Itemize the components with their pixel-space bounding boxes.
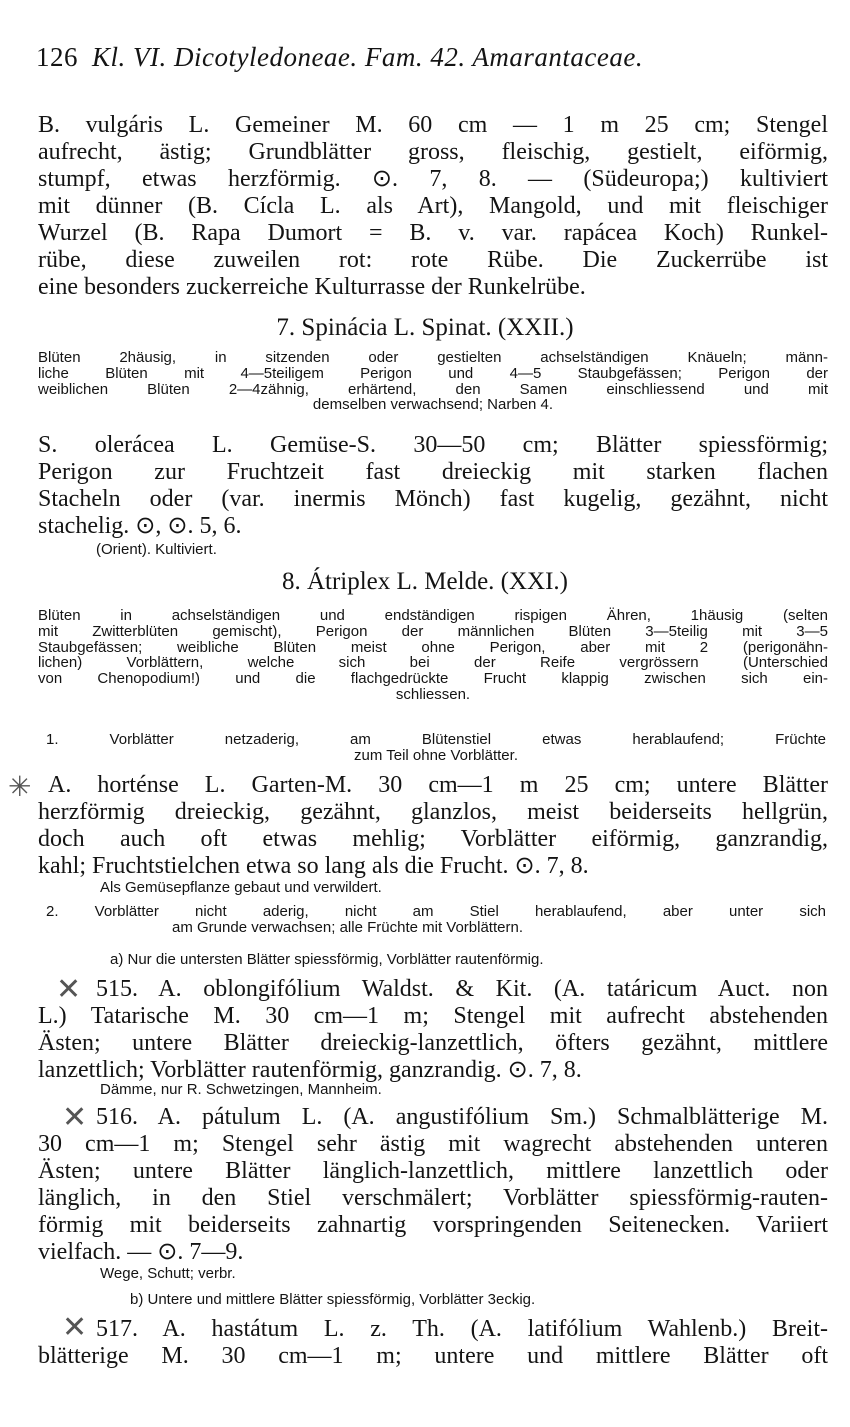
key-2b: b) Untere und mittlere Blätter spiessförmig, Vorblätter 3eckig. <box>130 1291 536 1308</box>
atriplex-description <box>38 608 828 703</box>
text-line: mit Zwitterblüten gemischt), Perigon der männlichen Blüten 3—5teilig mit 3—5 <box>38 622 828 640</box>
text-line: 1. Vorblätter netzaderig, am Blütenstiel etwas herablaufend; Früchte <box>46 731 826 748</box>
text-line: Ästen; untere Blätter länglich-lanzettlich, mittlere lanzettlich oder <box>38 1158 828 1184</box>
text-line: Blüten in achselständigen und endständigen rispigen Ähren, 1häusig (selten <box>38 607 828 624</box>
patulum-distribution: Wege, Schutt; verbr. <box>100 1265 236 1282</box>
text-line: 515. A. oblongifólium Waldst. & Kit. (A. tatáricum Auct. non <box>96 976 828 1002</box>
atriplex-hortense-entry <box>48 772 828 799</box>
text-line: Wurzel (B. Rapa Dumort = B. v. var. rapácea Koch) Runkel- <box>38 220 828 246</box>
text-line: schliessen. <box>395 685 471 703</box>
atriplex-hastatum-entry <box>96 1316 828 1343</box>
text-line: Perigon zur Fruchtzeit fast dreieckig mit starken flachen <box>38 459 828 485</box>
atriplex-oblongifolium-entry <box>96 976 828 1003</box>
text-line: weiblichen Blüten 2—4zähnig, erhärtend, den Samen einschliessend und mit <box>38 380 828 398</box>
genus-heading-atriplex: 8. Átriplex L. Melde. (XXI.) <box>281 568 569 595</box>
text-line: von Chenopodium!) und die flachgedrückte Frucht klappig zwischen sich ein- <box>38 670 828 688</box>
text-line: eine besonders zuckerreiche Kulturrasse der Runkelrübe. <box>38 274 586 300</box>
text-line: L.) Tatarische M. 30 cm—1 m; Stengel mit aufrecht abstehenden <box>38 1003 828 1029</box>
text-line: A. horténse L. Garten-M. 30 cm—1 m 25 cm; untere Blätter <box>48 772 828 798</box>
key-1 <box>46 732 826 764</box>
atriplex-hortense-entry-cont <box>38 799 828 880</box>
text-line: lichen) Vorblättern, welche sich bei der Reife vergrössern (Unterschied <box>38 654 828 672</box>
page-header <box>36 42 643 73</box>
text-line: mit dünner (B. Cícla L. als Art), Mangold, und mit fleischiger <box>38 193 828 219</box>
atriplex-patulum-entry <box>96 1104 828 1131</box>
text-line: länglich, in den Stiel verschmälert; Vorblätter spiessförmig-rauten- <box>38 1185 828 1211</box>
spinacia-oleracea-entry <box>38 432 828 540</box>
pencil-star-mark: ✳ <box>8 770 32 803</box>
text-line: S. olerácea L. Gemüse-S. 30—50 cm; Blätter spiessförmig; <box>38 432 828 458</box>
text-line: herzförmig dreieckig, gezähnt, glanzlos, meist beiderseits hellgrün, <box>38 799 828 825</box>
text-line: 30 cm—1 m; Stengel sehr ästig mit wagrecht abstehenden unteren <box>38 1131 828 1157</box>
text-line: B. vulgáris L. Gemeiner M. 60 cm — 1 m 25 cm; Stengel <box>38 112 828 138</box>
header-title: Kl. VI. Dicotyledoneae. Fam. 42. Amarantaceae. <box>92 42 644 72</box>
pencil-cross-mark: ✕ <box>56 972 82 1007</box>
text-line: 2. Vorblätter nicht aderig, nicht am Stiel herablaufend, aber unter sich <box>46 903 826 920</box>
pencil-cross-mark: ✕ <box>62 1100 88 1135</box>
text-line: kahl; Fruchtstielchen etwa so lang als die Frucht. ⊙. 7, 8. <box>38 853 589 879</box>
text-line: zum Teil ohne Vorblätter. <box>354 746 518 764</box>
text-line: blätterige M. 30 cm—1 m; untere und mittlere Blätter oft <box>38 1343 828 1369</box>
text-line: Stacheln oder (var. inermis Mönch) fast kugelig, gezähnt, nicht <box>38 486 828 512</box>
key-2 <box>46 904 826 936</box>
text-line: stachelig. ⊙, ⊙. 5, 6. <box>38 513 242 539</box>
text-line: lanzettlich; Vorblätter rautenförmig, ganzrandig. ⊙. 7, 8. <box>38 1057 582 1083</box>
spinacia-description <box>38 350 828 413</box>
hortense-distribution: Als Gemüsepflanze gebaut und verwildert. <box>100 879 382 896</box>
text-line: rübe, diese zuweilen rot: rote Rübe. Die Zuckerrübe ist <box>38 247 828 273</box>
text-line: 517. A. hastátum L. z. Th. (A. latifólium Wahlenb.) Breit- <box>96 1316 828 1342</box>
pencil-cross-mark: ✕ <box>62 1310 88 1345</box>
text-line: demselben verwachsend; Narben 4. <box>312 396 554 414</box>
text-line: Ästen; untere Blätter dreieckig-lanzettlich, öfters gezähnt, mittlere <box>38 1030 828 1056</box>
spinacia-distribution: (Orient). Kultiviert. <box>96 541 217 558</box>
text-line: Staubgefässen; weibliche Blüten meist ohne Perigon, aber mit 2 (perigonähn- <box>38 638 828 656</box>
text-line: 516. A. pátulum L. (A. angustifólium Sm.) Schmalblätterige M. <box>96 1104 828 1130</box>
key-2a: a) Nur die untersten Blätter spiessförmig, Vorblätter rautenförmig. <box>110 951 544 968</box>
oblongifolium-distribution: Dämme, nur R. Schwetzingen, Mannheim. <box>100 1081 382 1098</box>
text-line: am Grunde verwachsen; alle Früchte mit Vorblättern. <box>172 918 523 936</box>
genus-heading-spinacia: 7. Spinácia L. Spinat. (XXII.) <box>276 314 574 341</box>
atriplex-hastatum-entry-cont <box>38 1343 828 1370</box>
text-line: förmig mit beiderseits zahnartig vorspringenden Seitenecken. Variiert <box>38 1212 828 1238</box>
beta-vulgaris-entry <box>38 112 828 301</box>
text-line: Blüten 2häusig, in sitzenden oder gestielten achselständigen Knäueln; männ- <box>38 349 828 366</box>
atriplex-oblongifolium-entry-cont <box>38 1003 828 1084</box>
text-line: stumpf, etwas herzförmig. ⊙. 7, 8. — (Südeuropa;) kultiviert <box>38 166 828 192</box>
text-line: liche Blüten mit 4—5teiligem Perigon und 4—5 Staubgefässen; Perigon der <box>38 364 828 382</box>
text-line: doch auch oft etwas mehlig; Vorblätter eiförmig, ganzrandig, <box>38 826 828 852</box>
text-line: aufrecht, ästig; Grundblätter gross, fleischig, gestielt, eiförmig, <box>38 139 828 165</box>
page-number: 126 <box>36 42 78 72</box>
atriplex-patulum-entry-cont <box>38 1131 828 1266</box>
text-line: vielfach. — ⊙. 7—9. <box>38 1239 244 1265</box>
